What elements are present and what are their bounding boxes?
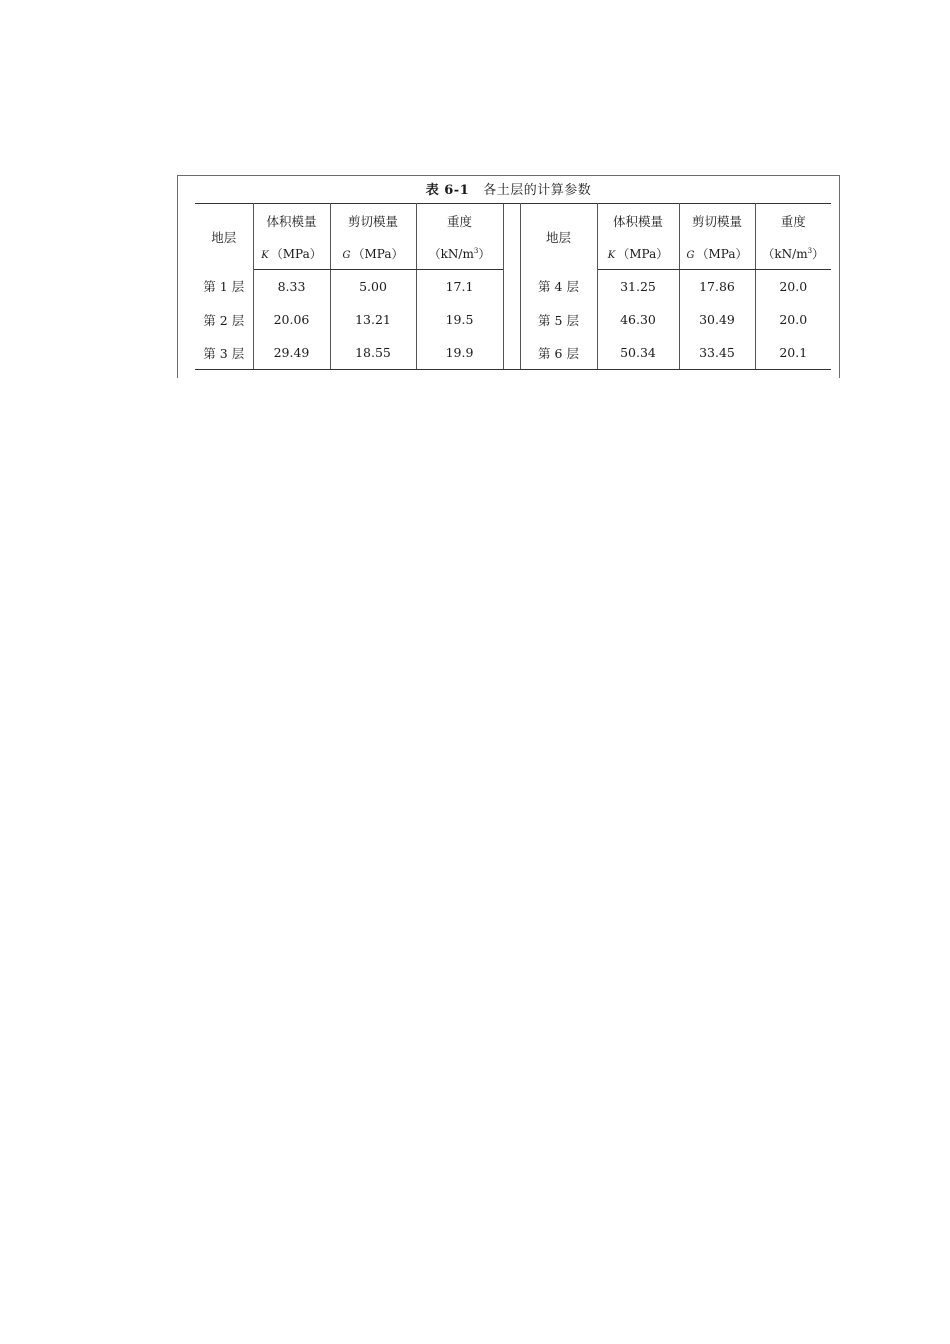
shear-cell: 5.00: [330, 270, 416, 304]
shear-cell: 18.55: [330, 336, 416, 370]
weight-unit-pre: （kN/m: [428, 246, 474, 261]
layer-cell: 第 6 层: [520, 336, 597, 370]
shear-unit-text-right: （MPa）: [696, 246, 748, 261]
weight-unit-pre-right: （kN/m: [762, 246, 808, 261]
shear-symbol: G: [342, 249, 351, 261]
bulk-unit-right: [597, 237, 679, 270]
table-row: [195, 336, 831, 370]
weight-unit-post: ）: [478, 246, 491, 261]
header-layer-right: 地层: [520, 204, 597, 270]
shear-cell: 17.86: [679, 270, 755, 304]
header-bulk-modulus: 体积模量: [253, 204, 330, 238]
bulk-unit-text: （MPa）: [270, 246, 322, 261]
header-shear-modulus: 剪切模量: [330, 204, 416, 238]
shear-unit: [330, 237, 416, 270]
weight-cell: 20.0: [779, 279, 808, 294]
layer-cell: 第 2 层: [195, 303, 253, 336]
weight-cell: 19.9: [416, 336, 503, 370]
bulk-symbol: K: [261, 249, 269, 261]
shear-symbol-right: G: [686, 249, 695, 261]
column-gap: [503, 204, 520, 270]
weight-unit: [416, 237, 503, 270]
bulk-cell: 20.06: [253, 303, 330, 336]
bulk-cell: 50.34: [597, 336, 679, 370]
bulk-symbol-right: K: [607, 249, 616, 261]
shear-unit-text: （MPa）: [352, 246, 404, 261]
weight-cell: 17.1: [445, 279, 474, 294]
bulk-cell: 8.33: [253, 270, 330, 304]
bulk-unit: [253, 237, 330, 270]
table-figure: [177, 175, 840, 378]
header-layer: 地层: [195, 204, 253, 270]
weight-cell: 19.5: [445, 312, 474, 327]
header-bulk-modulus-right: 体积模量: [597, 204, 679, 238]
weight-cell: 20.1: [755, 336, 831, 370]
weight-cell: 20.0: [779, 312, 808, 327]
header-shear-modulus-right: 剪切模量: [679, 204, 755, 238]
layer-cell: 第 1 层: [195, 270, 253, 304]
caption-number: 表 6-1: [425, 183, 470, 198]
header-unit-weight: 重度: [416, 204, 503, 238]
header-row: [195, 204, 831, 238]
caption-title: 各土层的计算参数: [483, 183, 592, 198]
shear-cell: 13.21: [330, 303, 416, 336]
table-caption: [178, 179, 839, 198]
weight-unit-sup-right: 3: [807, 246, 813, 255]
table-row: [195, 270, 831, 304]
shear-unit-right: [679, 237, 755, 270]
header-unit-weight-right: 重度: [755, 204, 831, 238]
bulk-cell: 31.25: [597, 270, 679, 304]
bulk-unit-text-right: （MPa）: [617, 246, 669, 261]
weight-unit-post-right: ）: [812, 246, 825, 261]
layer-cell: 第 4 层: [520, 270, 597, 304]
weight-unit-sup: 3: [473, 246, 479, 255]
column-gap: [503, 303, 520, 336]
bulk-cell: 29.49: [253, 336, 330, 370]
column-gap: [503, 270, 520, 304]
layer-cell: 第 3 层: [195, 336, 253, 370]
column-gap: [503, 336, 520, 370]
weight-unit-right: [755, 237, 831, 270]
shear-cell: 33.45: [679, 336, 755, 370]
bulk-cell: 46.30: [597, 303, 679, 336]
soil-parameters-table: [195, 203, 831, 370]
layer-cell: 第 5 层: [520, 303, 597, 336]
shear-cell: 30.49: [679, 303, 755, 336]
table-row: [195, 303, 831, 336]
